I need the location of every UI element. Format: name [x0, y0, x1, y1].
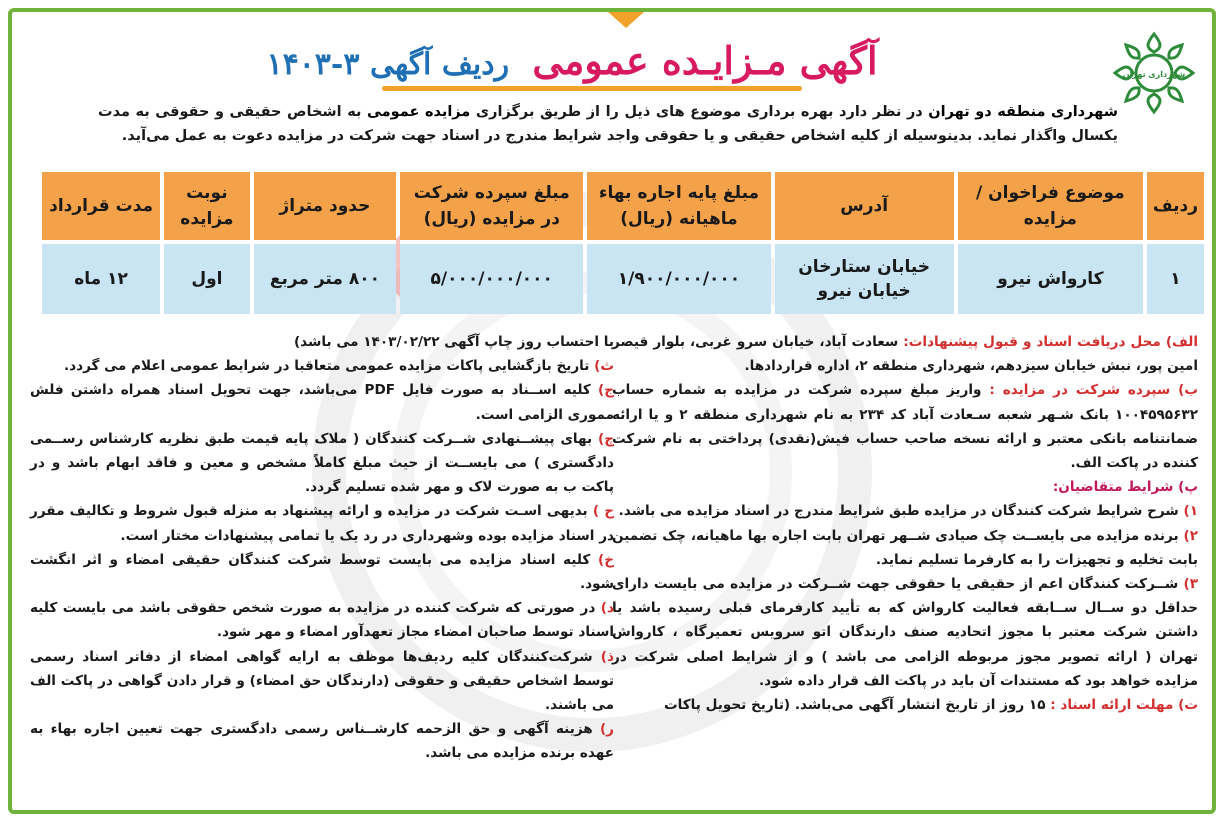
section-d: [30, 596, 614, 644]
section-a-text: سعادت آباد، خیابان سرو غربی، بلوار قیصر امین پور، نبش خیابان سیزدهم، شهرداری منطقه ۲، اداره قراردادها.: [612, 334, 1198, 375]
section-a: [612, 330, 1198, 378]
ad-title: [162, 32, 982, 90]
condition-2-text: برنده مزایده می بایســت چک صیادی شــهر تهران بابت اجاره بها ماهیانه، چک تضمین بابت تخلیه و تجهیزات را به کارفرما تسلیم نماید.: [612, 527, 1198, 568]
conditions-right-column: [612, 330, 1198, 717]
section-b-text: واریز مبلغ سپرده شرکت در مزایده به شماره حساب ۱۰۰۴۵۹۵۶۳۲ بانک شـهر شعبه سـعادت آباد کد ۲۳۴ به نام شهرداری منطقه ۲ و یا ارائه ضمانتنامه بانکی معتبر و ارائه نسخه صاحب حساب فیش(نقدی) پرداختی به نام شرکت کننده در پاکت الف.: [612, 382, 1198, 472]
section-r-label: ر): [599, 721, 615, 738]
section-j: [30, 378, 614, 426]
section-j-label: ج): [597, 382, 614, 399]
section-h-label: ح ): [592, 503, 614, 520]
cell-round: اول: [164, 244, 250, 314]
auction-table: [38, 172, 1208, 314]
section-ch-label: چ): [598, 430, 615, 447]
section-a-label: الف) محل دریافت اسناد و قبول پیشنهادات:: [903, 334, 1198, 350]
section-b-label: ب) سپرده شرکت در مزایده :: [989, 382, 1198, 399]
section-ch: [30, 427, 614, 500]
tehran-municipality-logo: [1110, 30, 1198, 116]
condition-3-number: ۳): [1183, 576, 1198, 593]
condition-3-text: شــرکت کنندگان اعم از حقیقی یا حقوقی جهت شــرکت در مزایده می بایست دارای حداقل دو ســال ســابقه فعالیت کارواش که به تأیید کارفرمای قبلی رسیده باشد یا داشتن شرکت معتبر با مجوز اتحادیه صنف دارندگان اتو سرویس تعمیرگاه ، کارواش تهران ( ارائه تصویر مجوز مربوطه الزامی می باشد ) و از شرایط اصلی شرکت در مزایده خواهد بود که مستندات آن باید در پاکت الف قرار داده شود.: [612, 576, 1198, 689]
condition-1-number: ۱): [1183, 503, 1198, 520]
table-header-row: [42, 172, 1204, 244]
col-header-area: حدود متراژ: [254, 172, 397, 244]
table-row: [42, 244, 1204, 314]
logo-text: شهرداری تهران: [1122, 70, 1186, 79]
condition-2: [612, 524, 1198, 572]
section-z-label: ذ): [600, 648, 614, 665]
cell-base-rent: ۱/۹۰۰/۰۰۰/۰۰۰: [587, 244, 770, 314]
section-ch-text: بهای پیشــنهادی شــرکت کنندگان ( ملاک پایه قیمت طبق نظریه کارشناس رســمی دادگستری ) می بایســت از حیث مبلغ کاملاً مشخص و معین و فاقد ابهام باشد و در پاکت ب به صورت لاک و مهر شده تسلیم گردد.: [30, 430, 614, 496]
cell-subject: کارواش نیرو: [958, 244, 1143, 314]
section-s-label: ث): [594, 358, 614, 375]
title-main: آگهی مـزایـده عمومی: [532, 38, 878, 83]
condition-1-text: شرح شرایط شرکت کنندگان در مزایده طبق شرایط مندرج در اسناد مزایده می باشد.: [618, 503, 1179, 520]
col-header-address: آدرس: [775, 172, 954, 244]
section-t-continued-text: با احتساب روز چاپ آگهی ۱۴۰۳/۰۲/۲۲ می باشد): [293, 334, 614, 350]
condition-2-number: ۲): [1183, 527, 1198, 544]
section-z: [30, 645, 614, 718]
section-d-text: در صورتی که شرکت کننده در مزایده به صورت شخص حقوقی باشد می بایست کلیه اسناد توسط صاحبان امضاء مجاز تعهدآور امضاء و مهر شود.: [30, 600, 614, 641]
col-header-base-rent: مبلغ پایه اجاره بهاء ماهیانه (ریال): [587, 172, 770, 244]
condition-1: [612, 499, 1198, 523]
section-j-text: کلیه اســناد به صورت فایل PDF می‌باشد، جهت تحویل اسناد همراه داشتن فلش مموری الزامی است.: [30, 382, 614, 423]
title-underline: [382, 86, 802, 91]
cell-area: ۸۰۰ متر مربع: [254, 244, 397, 314]
conditions-left-column: [30, 330, 614, 766]
col-header-round: نوبت مزایده: [164, 172, 250, 244]
section-t-text: ۱۵ روز از تاریخ انتشار آگهی می‌باشد. (تاریخ تحویل پاکات: [663, 697, 1046, 714]
intro-text-2: به اشخاص حقیقی و حقوقی به مدت یکسال واگذار نماید. بدینوسیله از کلیه اشخاص حقیقی و یا حقوقی واجد شرایط مندرج در اسناد جهت شرکت در مزایده دعوت به عمل می‌آید.: [98, 104, 1118, 144]
section-r: [30, 717, 614, 765]
section-s-text: تاریخ بازگشایی پاکات مزایده عمومی متعاقبا در شرایط عمومی اعلام می گردد.: [63, 358, 590, 375]
section-h-text: بدیهی اسـت شرکت در مزایده و ارائه پیشنهاد به منزله قبول شروط و تکالیف مقرر در اسناد مزایده بوده وشهرداری در رد یک یا تمامی پیشنهادات مختار است.: [30, 503, 614, 544]
section-z-text: شرکت‌کنندگان کلیه ردیف‌ها موظف به ارایه گواهی امضاء از دفاتر اسناد رسمی توسط اشخاص حقیقی و حقوقی (دارندگان حق امضاء) و قرار دادن گواهی در پاکت الف می باشند.: [30, 648, 614, 714]
ad-frame: [8, 8, 1216, 814]
section-d-label: د): [600, 600, 614, 617]
intro-text-1: در نظر دارد بهره برداری موضوع های ذیل را از طریق برگزاری: [475, 104, 923, 120]
section-kh-text: کلیه اسناد مزایده می بایست توسط شرکت کنندگان حقیقی امضاء و اثر انگشت شود.: [30, 551, 614, 593]
title-sub: ردیف آگهی ۳-۱۴۰۳: [266, 47, 510, 82]
intro-lead: شهرداری منطقه دو تهران: [928, 104, 1118, 120]
section-p-heading: [612, 475, 1198, 499]
section-kh: [30, 548, 614, 596]
top-arrow-decoration: [608, 12, 644, 28]
condition-3: [612, 572, 1198, 693]
col-header-deposit: مبلغ سپرده شرکت در مزایده (ریال): [400, 172, 583, 244]
section-r-text: هزینه آگهی و حق الزحمه کارشــناس رسمی دادگستری جهت تعیین اجاره بهاء به عهده برنده مزایده می باشد.: [30, 721, 614, 762]
section-s: [30, 354, 614, 378]
cell-address: خیابان ستارخان خیابان نیرو: [775, 244, 954, 314]
section-t-continued: [30, 330, 614, 354]
section-t-label: ت) مهلت ارائه اسناد :: [1050, 697, 1198, 714]
cell-duration: ۱۲ ماه: [42, 244, 160, 314]
section-kh-label: خ): [598, 551, 615, 568]
cell-deposit: ۵/۰۰۰/۰۰۰/۰۰۰: [400, 244, 583, 314]
section-h: [30, 499, 614, 547]
intro-strong: مزایده عمومی: [367, 104, 471, 120]
col-header-row-number: ردیف: [1147, 172, 1204, 244]
intro-paragraph: [98, 100, 1118, 148]
section-p-label: پ) شرایط متقاضیان:: [1052, 479, 1198, 496]
section-b: [612, 378, 1198, 475]
cell-row-number: ۱: [1147, 244, 1204, 314]
col-header-duration: مدت قرارداد: [42, 172, 160, 244]
section-t: [612, 693, 1198, 717]
col-header-subject: موضوع فراخوان / مزایده: [958, 172, 1143, 244]
